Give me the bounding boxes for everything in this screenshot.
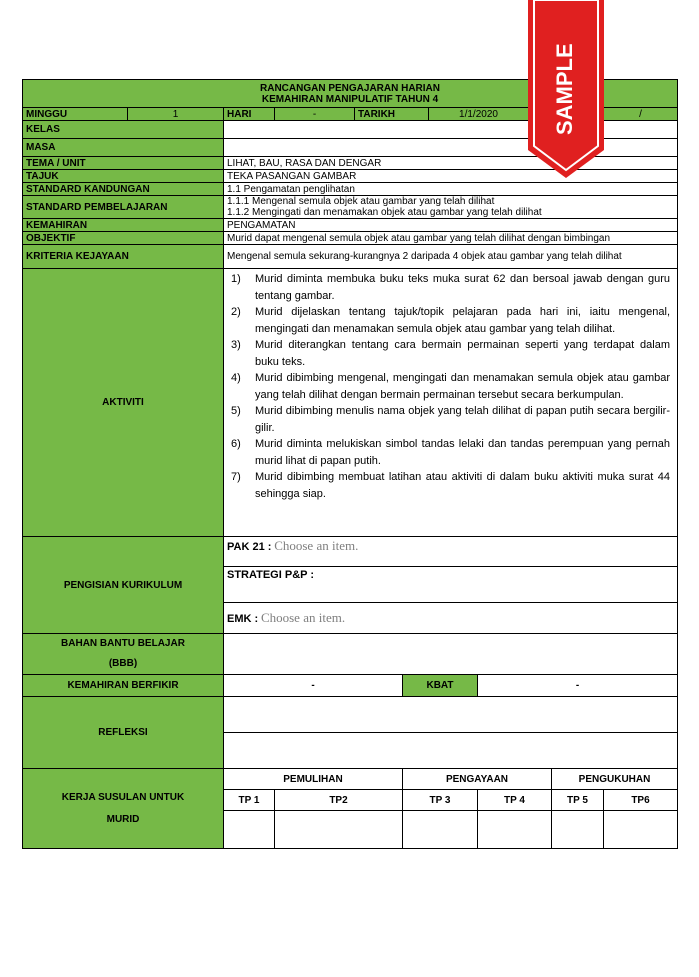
emk-dropdown[interactable]: Choose an item. bbox=[260, 609, 346, 625]
susulan-label bbox=[23, 769, 224, 849]
tarikh-value: 1/1/2020 bbox=[429, 108, 529, 121]
aktiviti-text: Murid diminta melukiskan simbol tandas lelaki dan tandas perempuan yang pernah murid lihat di papan putih. bbox=[255, 438, 671, 467]
aktiviti-item bbox=[231, 469, 670, 502]
aktiviti-item bbox=[231, 271, 670, 304]
stamp-text: SAMPLE bbox=[552, 43, 577, 135]
aktiviti-item bbox=[231, 337, 670, 370]
hari-label: HARI bbox=[224, 108, 275, 121]
pengukuhan-label: PENGUKUHAN bbox=[552, 769, 678, 790]
pemulihan-label: PEMULIHAN bbox=[224, 769, 403, 790]
rph-sheet bbox=[22, 79, 677, 849]
pak-cell bbox=[224, 537, 678, 567]
aktiviti-text: Murid dibimbing menulis nama objek yang telah dilihat di papan putih secara bergilir-gilir. bbox=[255, 405, 671, 434]
aktiviti-num: 7) bbox=[231, 471, 241, 483]
kurikulum-label: PENGISIAN KURIKULUM bbox=[23, 537, 224, 634]
refleksi-label: REFLEKSI bbox=[23, 697, 224, 769]
strategi-label: STRATEGI P&P : bbox=[227, 569, 314, 581]
tp-header: TP 3 bbox=[403, 790, 478, 811]
kemahiran-label: KEMAHIRAN bbox=[23, 219, 224, 232]
tp-header: TP 1 bbox=[224, 790, 275, 811]
tp-cell bbox=[224, 811, 275, 849]
rph-table bbox=[22, 79, 678, 849]
kriteria-value: Mengenal semula sekurang-kurangnya 2 daripada 4 objek atau gambar yang telah dilihat bbox=[224, 245, 678, 269]
aktiviti-num: 5) bbox=[231, 405, 241, 417]
extra-value: / bbox=[604, 108, 678, 121]
strategi-cell bbox=[224, 567, 678, 603]
refleksi-row-2 bbox=[224, 733, 678, 769]
tajuk-label: TAJUK bbox=[23, 170, 224, 183]
aktiviti-item bbox=[231, 403, 670, 436]
tp-cell bbox=[604, 811, 678, 849]
berfikir-label: KEMAHIRAN BERFIKIR bbox=[23, 675, 224, 697]
aktiviti-item bbox=[231, 304, 670, 337]
aktiviti-item bbox=[231, 436, 670, 469]
susulan-label-1: KERJA SUSULAN UNTUK bbox=[61, 791, 185, 803]
kriteria-label: KRITERIA KEJAYAAN bbox=[23, 245, 224, 269]
tema-label: TEMA / UNIT bbox=[23, 157, 224, 170]
masa-value bbox=[224, 139, 678, 157]
bbb-label-1: BAHAN BANTU BELAJAR bbox=[61, 638, 185, 649]
tema-value: LIHAT, BAU, RASA DAN DENGAR bbox=[224, 157, 678, 170]
title-line-2: KEMAHIRAN MANIPULATIF TAHUN 4 bbox=[261, 93, 439, 105]
minggu-label: MINGGU bbox=[23, 108, 128, 121]
refleksi-row-1 bbox=[224, 697, 678, 733]
tajuk-value: TEKA PASANGAN GAMBAR bbox=[224, 170, 678, 183]
susulan-label-2: MURID bbox=[106, 813, 140, 825]
sk-label: STANDARD KANDUNGAN bbox=[23, 183, 224, 196]
sp-value-2: 1.1.2 Mengingati dan menamakan objek atau gambar yang telah dilihat bbox=[227, 207, 542, 218]
aktiviti-text: Murid dibimbing mengenal, mengingati dan menamakan semula objek atau gambar yang telah dilihat dengan bermain permainan tersebut secara berkumpulan. bbox=[255, 372, 671, 401]
tp-cell bbox=[403, 811, 478, 849]
aktiviti-text: Murid dibimbing membuat latihan atau aktiviti di dalam buku aktiviti muka surat 44 sehingga siap. bbox=[255, 471, 671, 500]
aktiviti-num: 4) bbox=[231, 372, 241, 384]
sp-value-1: 1.1.1 Mengenal semula objek atau gambar yang telah dilihat bbox=[227, 196, 495, 207]
emk-cell bbox=[224, 603, 678, 634]
aktiviti-num: 3) bbox=[231, 339, 241, 351]
aktiviti-text: Murid dijelaskan tentang tajuk/topik pelajaran pada hari ini, iaitu mengenal, mengingati dan menamakan semula objek atau gambar yang telah dilihat. bbox=[255, 306, 671, 335]
aktiviti-list bbox=[227, 269, 674, 502]
sp-label: STANDARD PEMBELAJARAN bbox=[23, 196, 224, 219]
aktiviti-num: 1) bbox=[231, 273, 241, 285]
tp-header: TP 4 bbox=[478, 790, 552, 811]
aktiviti-content bbox=[224, 269, 678, 537]
pak-label: PAK 21 : bbox=[227, 541, 272, 553]
kbat-label: KBAT bbox=[403, 675, 478, 697]
sp-value bbox=[224, 196, 678, 219]
pengayaan-label: PENGAYAAN bbox=[403, 769, 552, 790]
kelas-value bbox=[224, 121, 678, 139]
tp-header: TP6 bbox=[604, 790, 678, 811]
sample-stamp bbox=[526, 0, 606, 178]
aktiviti-text: Murid diterangkan tentang cara bermain permainan seperti yang terdapat dalam buku teks. bbox=[255, 339, 671, 368]
berfikir-value: - bbox=[224, 675, 403, 697]
pak-dropdown[interactable]: Choose an item. bbox=[274, 538, 359, 553]
tarikh-label: TARIKH bbox=[355, 108, 429, 121]
bbb-value bbox=[224, 634, 678, 675]
objektif-value: Murid dapat mengenal semula objek atau gambar yang telah dilihat dengan bimbingan bbox=[224, 232, 678, 245]
emk-label: EMK : bbox=[227, 612, 259, 625]
aktiviti-text: Murid diminta membuka buku teks muka surat 62 dan bersoal jawab dengan guru tentang gambar. bbox=[255, 273, 671, 302]
tp-cell bbox=[552, 811, 604, 849]
bbb-label-2: (BBB) bbox=[108, 658, 138, 669]
bbb-label bbox=[23, 634, 224, 675]
kelas-label: KELAS bbox=[23, 121, 224, 139]
title-line-1: RANCANGAN PENGAJARAN HARIAN bbox=[260, 82, 441, 94]
hari-value: - bbox=[275, 108, 355, 121]
aktiviti-num: 6) bbox=[231, 438, 241, 450]
tp-cell bbox=[478, 811, 552, 849]
aktiviti-label: AKTIVITI bbox=[23, 269, 224, 537]
aktiviti-num: 2) bbox=[231, 306, 241, 318]
masa-label: MASA bbox=[23, 139, 224, 157]
kbat-value: - bbox=[478, 675, 678, 697]
sk-value: 1.1 Pengamatan penglihatan bbox=[224, 183, 678, 196]
aktiviti-item bbox=[231, 370, 670, 403]
kemahiran-value: PENGAMATAN bbox=[224, 219, 678, 232]
tp-header: TP2 bbox=[275, 790, 403, 811]
objektif-label: OBJEKTIF bbox=[23, 232, 224, 245]
minggu-value: 1 bbox=[128, 108, 224, 121]
tp-cell bbox=[275, 811, 403, 849]
tp-header: TP 5 bbox=[552, 790, 604, 811]
